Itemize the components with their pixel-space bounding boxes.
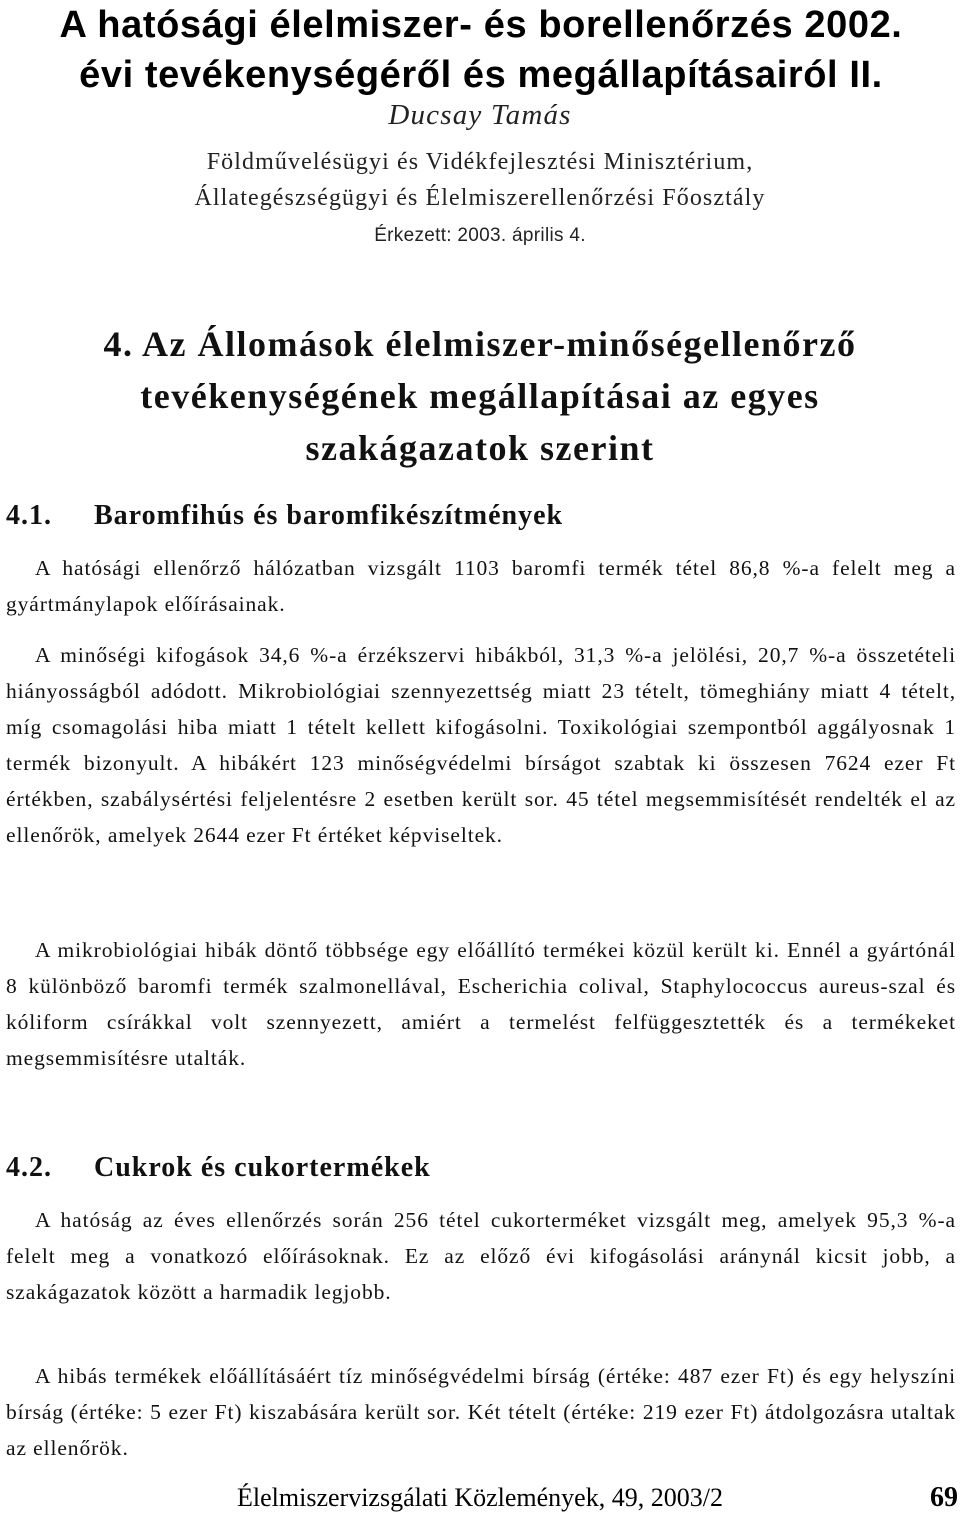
- paragraph: A mikrobiológiai hibák döntő többsége egy előállító termékei közül került ki. Ennél a gyártónál 8 különböző baromfi termék szalmonellával, Escherichia colival, Staphylococcus aureus-szal és kóliform csírákkal volt szennyezett, amiért a termelést felfüggesztették és a termékeket megsemmisítésre utalták.: [6, 938, 956, 1070]
- paragraph: A hatóság az éves ellenőrzés során 256 tétel cukorterméket vizsgált meg, amelyek 95,3 %-a felelt meg a vonatkozó előírásoknak. Ez az előző évi kifogásolási aránynál kicsit jobb, a szakágazatok között a harmadik legjobb.: [6, 1208, 956, 1304]
- section-heading: [0, 318, 960, 474]
- paragraph: A minőségi kifogások 34,6 %-a érzékszervi hibákból, 31,3 %-a jelölési, 20,7 %-a összetételi hiányosságból adódott. Mikrobiológiai szennyezettség miatt 23 tételt, tömeghiány miatt 4 tételt, míg csomagolási hiba miatt 1 tételt kellett kifogásolni. Toxikológiai szempontból aggályosnak 1 termék bizonyult. A hibákért 123 minőségvédelmi bírságot szabtak ki összesen 7624 ezer Ft értékben, szabálysértési feljelentésre 2 esetben került sor. 45 tétel megsemmisítését rendelték el az ellenőrök, amelyek 2644 ezer Ft értéket képviseltek.: [6, 643, 956, 847]
- paragraph: A hatósági ellenőrző hálózatban vizsgált 1103 baromfi termék tétel 86,8 %-a felelt meg a gyártmánylapok előírásainak.: [6, 556, 956, 616]
- section-heading-line-2: tevékenységének megállapításai az egyes: [140, 376, 820, 416]
- paragraph: A hibás termékek előállításáért tíz minőségvédelmi bírság (értéke: 487 ezer Ft) és egy helyszíni bírság (értéke: 5 ezer Ft) kiszabására került sor. Két tételt (értéke: 219 ezer Ft) átdolgozásra utaltak az ellenőrök.: [6, 1364, 956, 1460]
- affiliation-line-1: Földművelésügyi és Vidékfejlesztési Minisztérium,: [206, 149, 754, 175]
- article-title: [6, 0, 956, 100]
- page-footer: [0, 1478, 960, 1518]
- section-heading-line-3: szakágazatok szerint: [305, 428, 655, 468]
- journal-citation: Élelmiszervizsgálati Közlemények, 49, 2003/2: [237, 1483, 723, 1512]
- article-title-line-2: évi tevékenységéről és megállapításairól II.: [79, 54, 883, 96]
- page-number: 69: [930, 1482, 958, 1513]
- subsection-number: 4.1.: [6, 500, 52, 531]
- affiliation-line-2: Állategészségügyi és Élelmiszerellenőrzési Főosztály: [194, 185, 766, 211]
- article-title-line-1: A hatósági élelmiszer- és borellenőrzés 2002.: [59, 4, 903, 46]
- subsection-title: Cukrok és cukortermékek: [94, 1152, 431, 1183]
- subsection-heading-4-2: [6, 1148, 431, 1188]
- received-date: Érkezett: 2003. április 4.: [374, 225, 586, 246]
- author-name: Ducsay Tamás: [388, 99, 572, 131]
- subsection-number: 4.2.: [6, 1152, 52, 1183]
- section-heading-line-1: 4. Az Állomások élelmiszer-minőségellenőrző: [103, 324, 857, 364]
- subsection-title: Baromfihús és baromfikészítmények: [94, 500, 564, 531]
- subsection-heading-4-1: [6, 496, 563, 536]
